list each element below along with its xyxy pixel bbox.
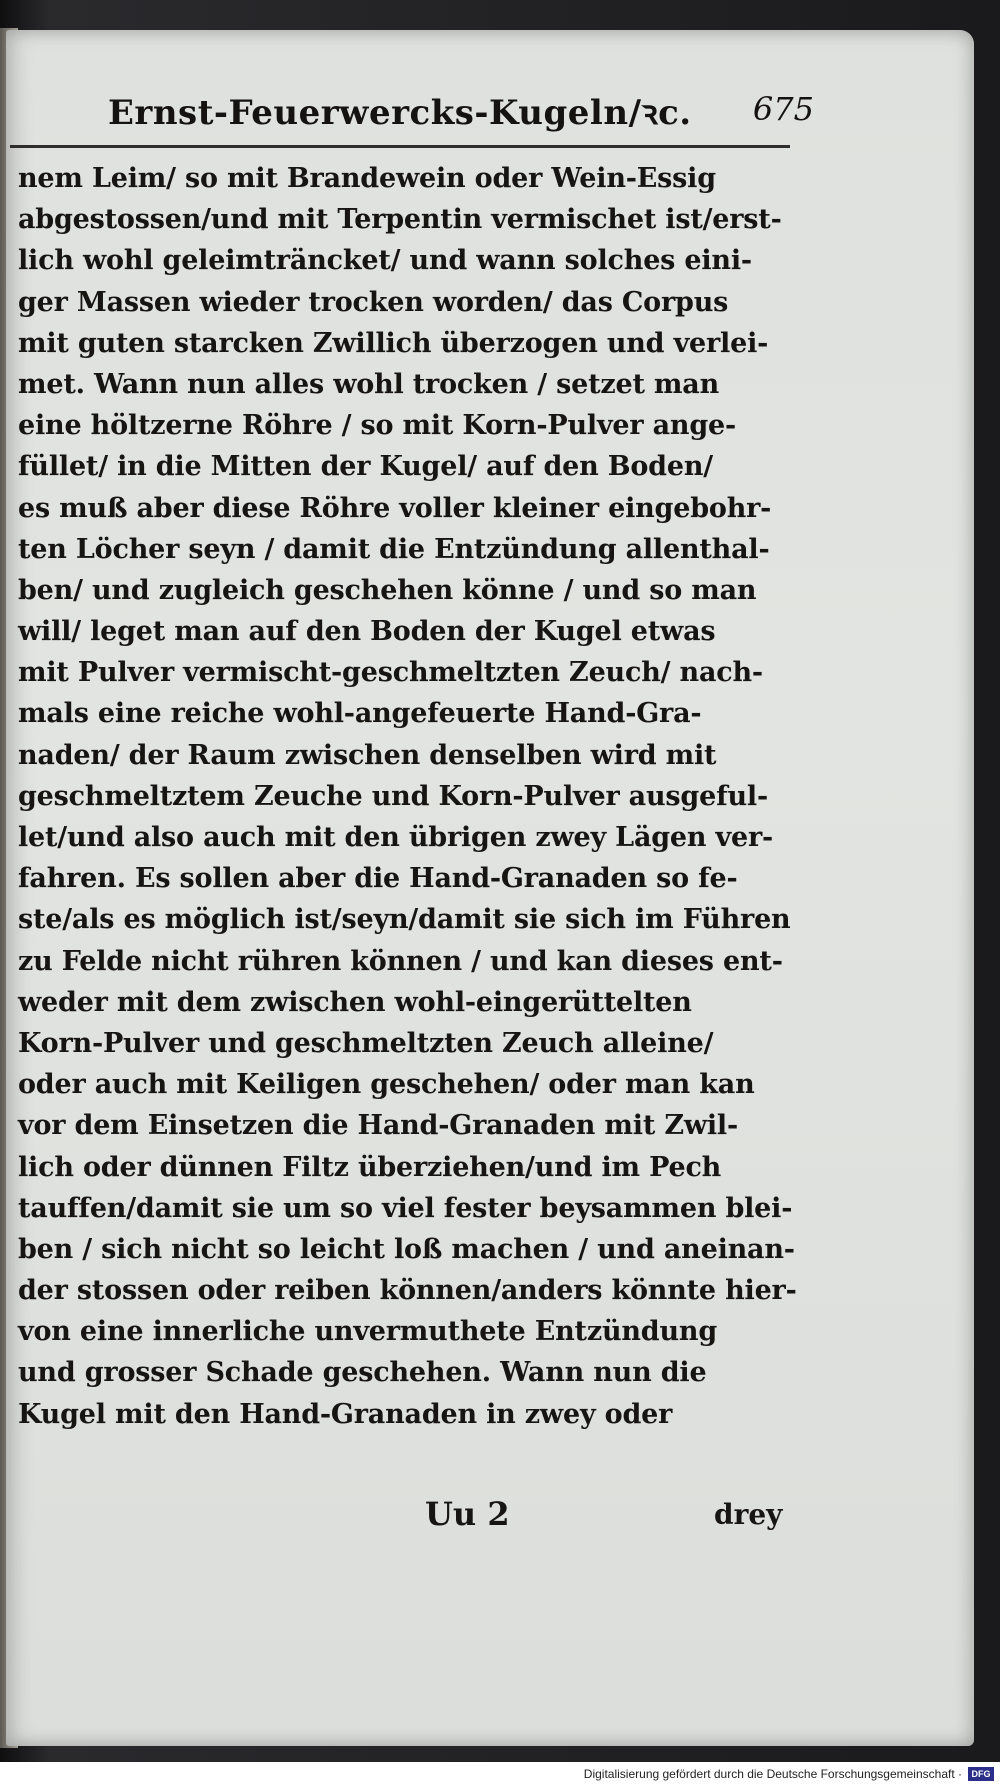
text-line: von eine innerliche unvermuthete Entzündung xyxy=(18,1316,718,1348)
text-line: eine höltzerne Röhre / so mit Korn-Pulver ange- xyxy=(18,410,737,442)
text-line: fahren. Es sollen aber die Hand-Granaden so fe- xyxy=(18,863,738,895)
catchword: drey xyxy=(714,1498,783,1531)
header-rule xyxy=(10,145,790,148)
credit-text: Digitalisierung gefördert durch die Deutsche Forschungsgemeinschaft · xyxy=(583,1767,962,1781)
text-line: zu Felde nicht rühren können / und kan dieses ent- xyxy=(18,945,783,977)
text-line: es muß aber diese Röhre voller kleiner eingebohr- xyxy=(18,492,772,524)
page-header xyxy=(108,88,814,144)
text-line: Kugel mit den Hand-Granaden in zwey oder xyxy=(18,1398,673,1430)
text-line: oder auch mit Keiligen geschehen/ oder man kan xyxy=(18,1069,755,1101)
credit-bar xyxy=(0,1762,1000,1787)
text-line: mit Pulver vermischt-geschmeltzten Zeuch/ nach- xyxy=(18,657,763,689)
text-line: met. Wann nun alles wohl trocken / setzet man xyxy=(18,368,720,400)
text-line: mals eine reiche wohl-angefeuerte Hand-Gra- xyxy=(18,698,702,730)
text-line: ste/als es möglich ist/seyn/damit sie sich im Führen xyxy=(18,904,791,936)
page-number: 675 xyxy=(752,90,814,128)
signature-mark: Uu 2 xyxy=(425,1495,510,1533)
text-line: ten Löcher seyn / damit die Entzündung allenthal- xyxy=(18,533,770,565)
text-line: ben/ und zugleich geschehen könne / und so man xyxy=(18,574,757,606)
text-line: Korn-Pulver und geschmeltzten Zeuch alleine/ xyxy=(18,1027,714,1059)
text-line: abgestossen/und mit Terpentin vermischet ist/erst- xyxy=(18,204,782,236)
text-line: let/und also auch mit den übrigen zwey Lägen ver- xyxy=(18,822,774,853)
text-line: lich wohl geleimträncket/ und wann solches eini- xyxy=(18,245,752,277)
text-line: lich oder dünnen Filtz überziehen/und im Pech xyxy=(18,1151,722,1183)
text-line: tauffen/damit sie um so viel fester beysammen blei- xyxy=(18,1192,793,1224)
text-line: und grosser Schade geschehen. Wann nun die xyxy=(18,1357,707,1389)
text-line: ger Massen wieder trocken worden/ das Corpus xyxy=(18,286,729,318)
text-line: vor dem Einsetzen die Hand-Granaden mit Zwil- xyxy=(18,1110,739,1142)
text-line: mit guten starcken Zwillich überzogen und verlei- xyxy=(18,327,769,359)
text-line: weder mit dem zwischen wohl-eingerüttelten xyxy=(18,986,692,1018)
text-line: füllet/ in die Mitten der Kugel/ auf den Boden/ xyxy=(18,451,713,483)
text-line: will/ leget man auf den Boden der Kugel etwas xyxy=(18,616,716,648)
text-line: der stossen oder reiben können/anders könnte hier- xyxy=(18,1275,797,1307)
dfg-logo-icon: DFG xyxy=(968,1767,994,1781)
text-line: naden/ der Raum zwischen denselben wird mit xyxy=(18,739,717,771)
running-head: Ernst-Feuerwercks-Kugeln/ꝛc. xyxy=(108,93,692,133)
body-text xyxy=(18,158,798,1435)
text-line: ben / sich nicht so leicht loß machen / und aneinan- xyxy=(18,1233,795,1265)
text-line: nem Leim/ so mit Brandewein oder Wein-Essig xyxy=(18,163,716,194)
text-line: geschmeltztem Zeuche und Korn-Pulver ausgeful- xyxy=(18,780,768,812)
